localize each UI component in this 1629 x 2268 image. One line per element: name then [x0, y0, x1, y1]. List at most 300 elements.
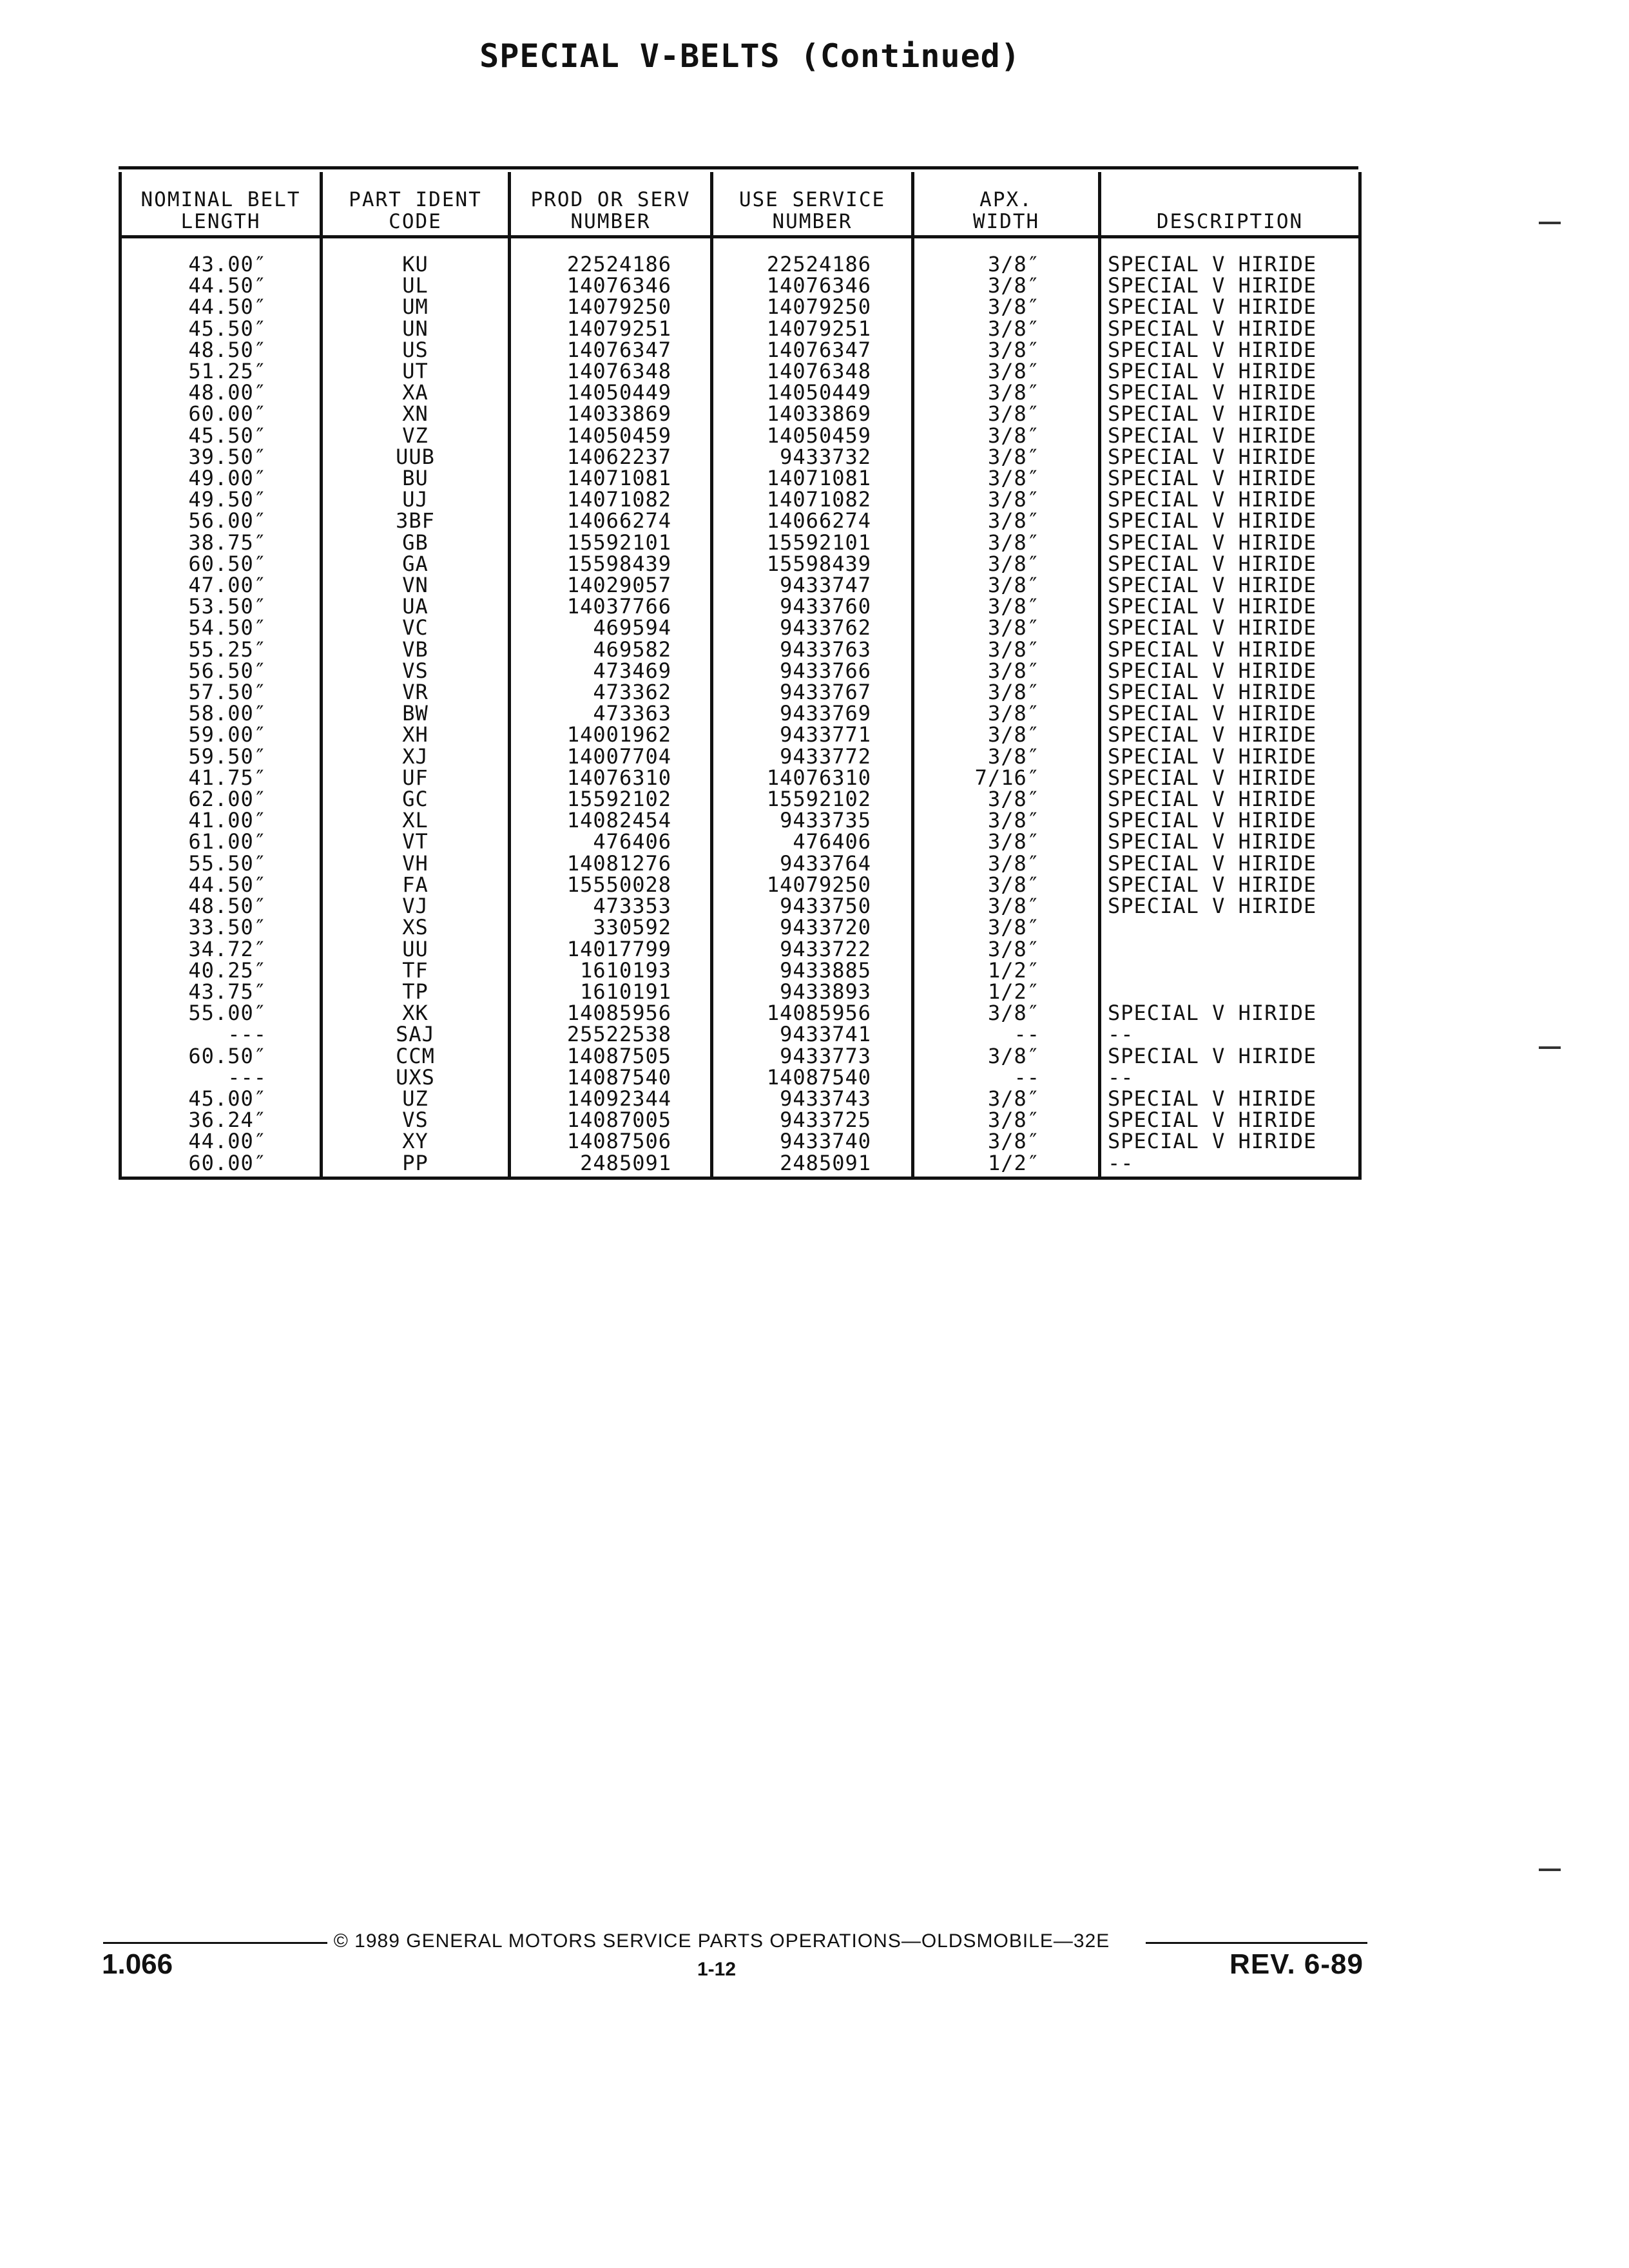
cell-prod-serv-number: 14082454: [510, 810, 712, 831]
cell-part-ident-code: FA: [322, 874, 510, 896]
cell-prod-serv-number: 15598439: [510, 553, 712, 575]
cell-approx-width: 3/8″: [913, 275, 1100, 296]
cell-belt-length: 59.50″: [120, 746, 322, 767]
cell-part-ident-code: GA: [322, 553, 510, 575]
cell-approx-width: 3/8″: [913, 917, 1100, 938]
table-row: [120, 1088, 1360, 1110]
table-row: [120, 237, 1360, 276]
cell-part-ident-code: XH: [322, 724, 510, 745]
table-row: [120, 468, 1360, 489]
cell-description: --: [1100, 1067, 1360, 1088]
cell-prod-serv-number: 14087540: [510, 1067, 712, 1088]
cell-approx-width: 3/8″: [913, 425, 1100, 447]
cell-prod-serv-number: 14071082: [510, 489, 712, 510]
cell-prod-serv-number: 14007704: [510, 746, 712, 767]
cell-description: SPECIAL V HIRIDE: [1100, 403, 1360, 425]
cell-use-service-number: 14076348: [712, 361, 913, 382]
table-row: [120, 960, 1360, 981]
cell-approx-width: 3/8″: [913, 382, 1100, 403]
table-row: [120, 746, 1360, 767]
column-header-line: NUMBER: [570, 210, 651, 233]
table-row: [120, 1003, 1360, 1024]
table-row: [120, 553, 1360, 575]
cell-description: SPECIAL V HIRIDE: [1100, 575, 1360, 596]
column-header-line: PART IDENT: [349, 188, 482, 211]
cell-prod-serv-number: 473353: [510, 896, 712, 917]
cell-description: SPECIAL V HIRIDE: [1100, 1046, 1360, 1067]
cell-belt-length: 60.00″: [120, 403, 322, 425]
footer-revision: REV. 6-89: [1229, 1948, 1364, 1980]
cell-approx-width: 3/8″: [913, 1046, 1100, 1067]
table-row: [120, 831, 1360, 852]
column-header-line: NUMBER: [772, 210, 853, 233]
table-body: [120, 237, 1360, 1178]
cell-prod-serv-number: 476406: [510, 831, 712, 852]
table-row: [120, 767, 1360, 789]
cell-approx-width: 1/2″: [913, 981, 1100, 1003]
cell-belt-length: 33.50″: [120, 917, 322, 938]
cell-description: [1100, 939, 1360, 960]
cell-description: SPECIAL V HIRIDE: [1100, 447, 1360, 468]
table-row: [120, 896, 1360, 917]
cell-part-ident-code: XA: [322, 382, 510, 403]
cell-prod-serv-number: 14033869: [510, 403, 712, 425]
cell-part-ident-code: VH: [322, 853, 510, 874]
cell-description: SPECIAL V HIRIDE: [1100, 853, 1360, 874]
cell-approx-width: 3/8″: [913, 403, 1100, 425]
column-header-prod-serv-number: [510, 172, 712, 237]
cell-approx-width: 3/8″: [913, 296, 1100, 318]
cell-belt-length: 49.50″: [120, 489, 322, 510]
cell-part-ident-code: VT: [322, 831, 510, 852]
cell-use-service-number: 9433722: [712, 939, 913, 960]
cell-approx-width: 3/8″: [913, 468, 1100, 489]
cell-prod-serv-number: 1610191: [510, 981, 712, 1003]
cell-part-ident-code: UN: [322, 318, 510, 340]
cell-description: SPECIAL V HIRIDE: [1100, 382, 1360, 403]
cell-belt-length: 56.00″: [120, 510, 322, 532]
table-row: [120, 724, 1360, 745]
footer-section-number: 1.066: [102, 1948, 173, 1980]
cell-part-ident-code: VZ: [322, 425, 510, 447]
cell-prod-serv-number: 14050459: [510, 425, 712, 447]
cell-use-service-number: 9433747: [712, 575, 913, 596]
cell-description: SPECIAL V HIRIDE: [1100, 532, 1360, 553]
table-row: [120, 489, 1360, 510]
cell-use-service-number: 14071082: [712, 489, 913, 510]
margin-mark: [1539, 1869, 1561, 1871]
cell-use-service-number: 9433885: [712, 960, 913, 981]
cell-part-ident-code: VS: [322, 660, 510, 682]
cell-prod-serv-number: 14076347: [510, 340, 712, 361]
cell-use-service-number: 9433893: [712, 981, 913, 1003]
cell-part-ident-code: VB: [322, 639, 510, 660]
cell-use-service-number: 15592101: [712, 532, 913, 553]
cell-use-service-number: 14066274: [712, 510, 913, 532]
column-header-line: PROD OR SERV: [530, 188, 691, 211]
table-row: [120, 853, 1360, 874]
cell-part-ident-code: VJ: [322, 896, 510, 917]
cell-approx-width: 3/8″: [913, 318, 1100, 340]
cell-description: SPECIAL V HIRIDE: [1100, 425, 1360, 447]
cell-use-service-number: 9433743: [712, 1088, 913, 1110]
cell-belt-length: 48.50″: [120, 340, 322, 361]
column-header-line: LENGTH: [180, 210, 261, 233]
cell-belt-length: 45.50″: [120, 318, 322, 340]
column-header-length: [120, 172, 322, 237]
cell-description: SPECIAL V HIRIDE: [1100, 1003, 1360, 1024]
belt-table-container: [119, 166, 1358, 1180]
cell-belt-length: ---: [120, 1024, 322, 1045]
cell-belt-length: 58.00″: [120, 703, 322, 724]
cell-description: SPECIAL V HIRIDE: [1100, 682, 1360, 703]
cell-use-service-number: 9433740: [712, 1131, 913, 1152]
cell-use-service-number: 9433763: [712, 639, 913, 660]
cell-description: SPECIAL V HIRIDE: [1100, 831, 1360, 852]
table-row: [120, 532, 1360, 553]
table-row: [120, 596, 1360, 617]
table-row: [120, 1024, 1360, 1045]
cell-description: SPECIAL V HIRIDE: [1100, 275, 1360, 296]
cell-use-service-number: 9433769: [712, 703, 913, 724]
cell-belt-length: 53.50″: [120, 596, 322, 617]
cell-belt-length: 40.25″: [120, 960, 322, 981]
cell-approx-width: 3/8″: [913, 1110, 1100, 1131]
cell-use-service-number: 2485091: [712, 1153, 913, 1178]
cell-prod-serv-number: 1610193: [510, 960, 712, 981]
cell-part-ident-code: UUB: [322, 447, 510, 468]
cell-part-ident-code: UZ: [322, 1088, 510, 1110]
cell-approx-width: 3/8″: [913, 660, 1100, 682]
cell-use-service-number: 14079250: [712, 874, 913, 896]
cell-description: SPECIAL V HIRIDE: [1100, 724, 1360, 745]
cell-approx-width: 3/8″: [913, 1088, 1100, 1110]
cell-use-service-number: 14033869: [712, 403, 913, 425]
cell-approx-width: 3/8″: [913, 510, 1100, 532]
cell-part-ident-code: TP: [322, 981, 510, 1003]
cell-description: SPECIAL V HIRIDE: [1100, 318, 1360, 340]
cell-prod-serv-number: 469582: [510, 639, 712, 660]
cell-prod-serv-number: 14050449: [510, 382, 712, 403]
cell-description: --: [1100, 1024, 1360, 1045]
cell-approx-width: 3/8″: [913, 596, 1100, 617]
cell-approx-width: 1/2″: [913, 960, 1100, 981]
cell-belt-length: 41.00″: [120, 810, 322, 831]
cell-approx-width: 3/8″: [913, 617, 1100, 639]
cell-belt-length: 60.00″: [120, 1153, 322, 1178]
table-row: [120, 617, 1360, 639]
cell-prod-serv-number: 22524186: [510, 237, 712, 276]
cell-part-ident-code: KU: [322, 237, 510, 276]
cell-approx-width: 3/8″: [913, 703, 1100, 724]
column-header-line: APX.: [979, 188, 1033, 211]
cell-approx-width: 3/8″: [913, 639, 1100, 660]
column-header-use-service-number: [712, 172, 913, 237]
cell-belt-length: 60.50″: [120, 1046, 322, 1067]
table-row: [120, 660, 1360, 682]
column-header-width: [913, 172, 1100, 237]
cell-prod-serv-number: 330592: [510, 917, 712, 938]
cell-description: SPECIAL V HIRIDE: [1100, 746, 1360, 767]
cell-prod-serv-number: 15592101: [510, 532, 712, 553]
cell-belt-length: 43.00″: [120, 237, 322, 276]
cell-part-ident-code: XK: [322, 1003, 510, 1024]
cell-belt-length: 62.00″: [120, 789, 322, 810]
footer-copyright: © 1989 GENERAL MOTORS SERVICE PARTS OPERATIONS—OLDSMOBILE—32E: [333, 1930, 1110, 1952]
table-row: [120, 382, 1360, 403]
cell-part-ident-code: UXS: [322, 1067, 510, 1088]
cell-prod-serv-number: 14062237: [510, 447, 712, 468]
cell-belt-length: 55.25″: [120, 639, 322, 660]
table-row: [120, 874, 1360, 896]
cell-belt-length: 59.00″: [120, 724, 322, 745]
cell-belt-length: 39.50″: [120, 447, 322, 468]
cell-belt-length: 61.00″: [120, 831, 322, 852]
cell-part-ident-code: BU: [322, 468, 510, 489]
cell-use-service-number: 9433762: [712, 617, 913, 639]
cell-use-service-number: 9433767: [712, 682, 913, 703]
footer-page-number: 1-12: [697, 1959, 737, 1980]
cell-belt-length: 48.50″: [120, 896, 322, 917]
cell-use-service-number: 9433720: [712, 917, 913, 938]
cell-use-service-number: 9433741: [712, 1024, 913, 1045]
cell-approx-width: 3/8″: [913, 553, 1100, 575]
cell-use-service-number: 14076346: [712, 275, 913, 296]
cell-approx-width: 3/8″: [913, 489, 1100, 510]
cell-approx-width: 3/8″: [913, 237, 1100, 276]
cell-approx-width: 3/8″: [913, 447, 1100, 468]
table-row: [120, 575, 1360, 596]
cell-prod-serv-number: 14085956: [510, 1003, 712, 1024]
cell-description: [1100, 917, 1360, 938]
table-row: [120, 1067, 1360, 1088]
margin-mark: [1539, 1046, 1561, 1049]
cell-approx-width: 3/8″: [913, 874, 1100, 896]
cell-belt-length: 34.72″: [120, 939, 322, 960]
cell-prod-serv-number: 14001962: [510, 724, 712, 745]
cell-prod-serv-number: 14071081: [510, 468, 712, 489]
cell-approx-width: 3/8″: [913, 575, 1100, 596]
table-row: [120, 639, 1360, 660]
cell-belt-length: 60.50″: [120, 553, 322, 575]
cell-description: SPECIAL V HIRIDE: [1100, 340, 1360, 361]
column-header-line: NOMINAL BELT: [140, 188, 301, 211]
cell-approx-width: 3/8″: [913, 1131, 1100, 1152]
margin-mark: [1539, 222, 1561, 224]
table-row: [120, 981, 1360, 1003]
cell-part-ident-code: TF: [322, 960, 510, 981]
cell-belt-length: 41.75″: [120, 767, 322, 789]
cell-use-service-number: 15598439: [712, 553, 913, 575]
cell-belt-length: 44.50″: [120, 296, 322, 318]
table-row: [120, 789, 1360, 810]
cell-approx-width: 7/16″: [913, 767, 1100, 789]
cell-description: SPECIAL V HIRIDE: [1100, 553, 1360, 575]
cell-description: SPECIAL V HIRIDE: [1100, 639, 1360, 660]
cell-prod-serv-number: 15592102: [510, 789, 712, 810]
table-row: [120, 275, 1360, 296]
cell-belt-length: 44.00″: [120, 1131, 322, 1152]
cell-description: SPECIAL V HIRIDE: [1100, 874, 1360, 896]
cell-description: SPECIAL V HIRIDE: [1100, 596, 1360, 617]
cell-part-ident-code: UF: [322, 767, 510, 789]
cell-prod-serv-number: 14066274: [510, 510, 712, 532]
cell-prod-serv-number: 14029057: [510, 575, 712, 596]
cell-description: SPECIAL V HIRIDE: [1100, 896, 1360, 917]
cell-prod-serv-number: 14076310: [510, 767, 712, 789]
cell-description: SPECIAL V HIRIDE: [1100, 468, 1360, 489]
cell-description: [1100, 960, 1360, 981]
cell-belt-length: 47.00″: [120, 575, 322, 596]
cell-belt-length: ---: [120, 1067, 322, 1088]
cell-part-ident-code: UL: [322, 275, 510, 296]
cell-use-service-number: 22524186: [712, 237, 913, 276]
cell-part-ident-code: VN: [322, 575, 510, 596]
cell-belt-length: 49.00″: [120, 468, 322, 489]
cell-part-ident-code: SAJ: [322, 1024, 510, 1045]
table-row: [120, 703, 1360, 724]
cell-part-ident-code: 3BF: [322, 510, 510, 532]
cell-belt-length: 57.50″: [120, 682, 322, 703]
cell-prod-serv-number: 25522538: [510, 1024, 712, 1045]
cell-approx-width: 3/8″: [913, 853, 1100, 874]
cell-belt-length: 48.00″: [120, 382, 322, 403]
cell-prod-serv-number: 473469: [510, 660, 712, 682]
column-header-line: WIDTH: [972, 210, 1040, 233]
cell-part-ident-code: XL: [322, 810, 510, 831]
cell-use-service-number: 9433732: [712, 447, 913, 468]
cell-description: [1100, 981, 1360, 1003]
cell-belt-length: 36.24″: [120, 1110, 322, 1131]
cell-approx-width: 3/8″: [913, 810, 1100, 831]
column-header-ident-code: [322, 172, 510, 237]
cell-part-ident-code: GB: [322, 532, 510, 553]
table-header-row: [120, 172, 1360, 237]
cell-description: SPECIAL V HIRIDE: [1100, 361, 1360, 382]
cell-belt-length: 51.25″: [120, 361, 322, 382]
cell-description: SPECIAL V HIRIDE: [1100, 703, 1360, 724]
cell-approx-width: 3/8″: [913, 896, 1100, 917]
cell-belt-length: 55.50″: [120, 853, 322, 874]
table-row: [120, 296, 1360, 318]
cell-belt-length: 38.75″: [120, 532, 322, 553]
page-title: SPECIAL V-BELTS (Continued): [479, 37, 1021, 75]
table-row: [120, 403, 1360, 425]
cell-use-service-number: 14079250: [712, 296, 913, 318]
cell-description: SPECIAL V HIRIDE: [1100, 767, 1360, 789]
table-row: [120, 810, 1360, 831]
cell-approx-width: --: [913, 1024, 1100, 1045]
cell-part-ident-code: XN: [322, 403, 510, 425]
cell-part-ident-code: UU: [322, 939, 510, 960]
cell-description: SPECIAL V HIRIDE: [1100, 489, 1360, 510]
cell-use-service-number: 9433750: [712, 896, 913, 917]
cell-use-service-number: 14071081: [712, 468, 913, 489]
table-row: [120, 340, 1360, 361]
cell-part-ident-code: CCM: [322, 1046, 510, 1067]
cell-belt-length: 44.50″: [120, 275, 322, 296]
belt-table: [119, 172, 1362, 1180]
cell-approx-width: 3/8″: [913, 746, 1100, 767]
cell-description: SPECIAL V HIRIDE: [1100, 660, 1360, 682]
cell-belt-length: 56.50″: [120, 660, 322, 682]
cell-approx-width: 3/8″: [913, 532, 1100, 553]
cell-part-ident-code: XJ: [322, 746, 510, 767]
table-row: [120, 510, 1360, 532]
cell-prod-serv-number: 14087005: [510, 1110, 712, 1131]
cell-belt-length: 45.00″: [120, 1088, 322, 1110]
cell-use-service-number: 9433760: [712, 596, 913, 617]
cell-use-service-number: 9433766: [712, 660, 913, 682]
cell-use-service-number: 15592102: [712, 789, 913, 810]
cell-use-service-number: 14087540: [712, 1067, 913, 1088]
cell-use-service-number: 14076347: [712, 340, 913, 361]
cell-prod-serv-number: 473363: [510, 703, 712, 724]
column-header-line: USE SERVICE: [738, 188, 886, 211]
column-header-line: DESCRIPTION: [1156, 210, 1304, 233]
cell-approx-width: 3/8″: [913, 1003, 1100, 1024]
cell-part-ident-code: UJ: [322, 489, 510, 510]
cell-part-ident-code: XS: [322, 917, 510, 938]
cell-belt-length: 55.00″: [120, 1003, 322, 1024]
cell-description: SPECIAL V HIRIDE: [1100, 1088, 1360, 1110]
cell-use-service-number: 14076310: [712, 767, 913, 789]
cell-description: SPECIAL V HIRIDE: [1100, 237, 1360, 276]
cell-prod-serv-number: 14076346: [510, 275, 712, 296]
cell-approx-width: 3/8″: [913, 831, 1100, 852]
table-row: [120, 425, 1360, 447]
cell-part-ident-code: GC: [322, 789, 510, 810]
cell-prod-serv-number: 14017799: [510, 939, 712, 960]
cell-belt-length: 54.50″: [120, 617, 322, 639]
table-row: [120, 1046, 1360, 1067]
cell-use-service-number: 14079251: [712, 318, 913, 340]
table-row: [120, 682, 1360, 703]
cell-part-ident-code: VR: [322, 682, 510, 703]
cell-use-service-number: 14050459: [712, 425, 913, 447]
table-row: [120, 318, 1360, 340]
table-row: [120, 1131, 1360, 1152]
cell-part-ident-code: VS: [322, 1110, 510, 1131]
cell-part-ident-code: PP: [322, 1153, 510, 1178]
table-row: [120, 361, 1360, 382]
cell-prod-serv-number: 14037766: [510, 596, 712, 617]
cell-part-ident-code: UM: [322, 296, 510, 318]
cell-description: SPECIAL V HIRIDE: [1100, 1131, 1360, 1152]
cell-prod-serv-number: 14079251: [510, 318, 712, 340]
cell-prod-serv-number: 473362: [510, 682, 712, 703]
cell-use-service-number: 9433772: [712, 746, 913, 767]
cell-part-ident-code: VC: [322, 617, 510, 639]
cell-prod-serv-number: 14081276: [510, 853, 712, 874]
cell-description: SPECIAL V HIRIDE: [1100, 810, 1360, 831]
cell-prod-serv-number: 14079250: [510, 296, 712, 318]
cell-prod-serv-number: 14087506: [510, 1131, 712, 1152]
cell-use-service-number: 9433771: [712, 724, 913, 745]
cell-prod-serv-number: 2485091: [510, 1153, 712, 1178]
cell-part-ident-code: XY: [322, 1131, 510, 1152]
cell-use-service-number: 9433764: [712, 853, 913, 874]
table-row: [120, 1153, 1360, 1178]
cell-belt-length: 43.75″: [120, 981, 322, 1003]
cell-use-service-number: 9433725: [712, 1110, 913, 1131]
cell-part-ident-code: BW: [322, 703, 510, 724]
cell-prod-serv-number: 469594: [510, 617, 712, 639]
cell-part-ident-code: UA: [322, 596, 510, 617]
cell-description: SPECIAL V HIRIDE: [1100, 617, 1360, 639]
cell-use-service-number: 9433773: [712, 1046, 913, 1067]
table-row: [120, 1110, 1360, 1131]
